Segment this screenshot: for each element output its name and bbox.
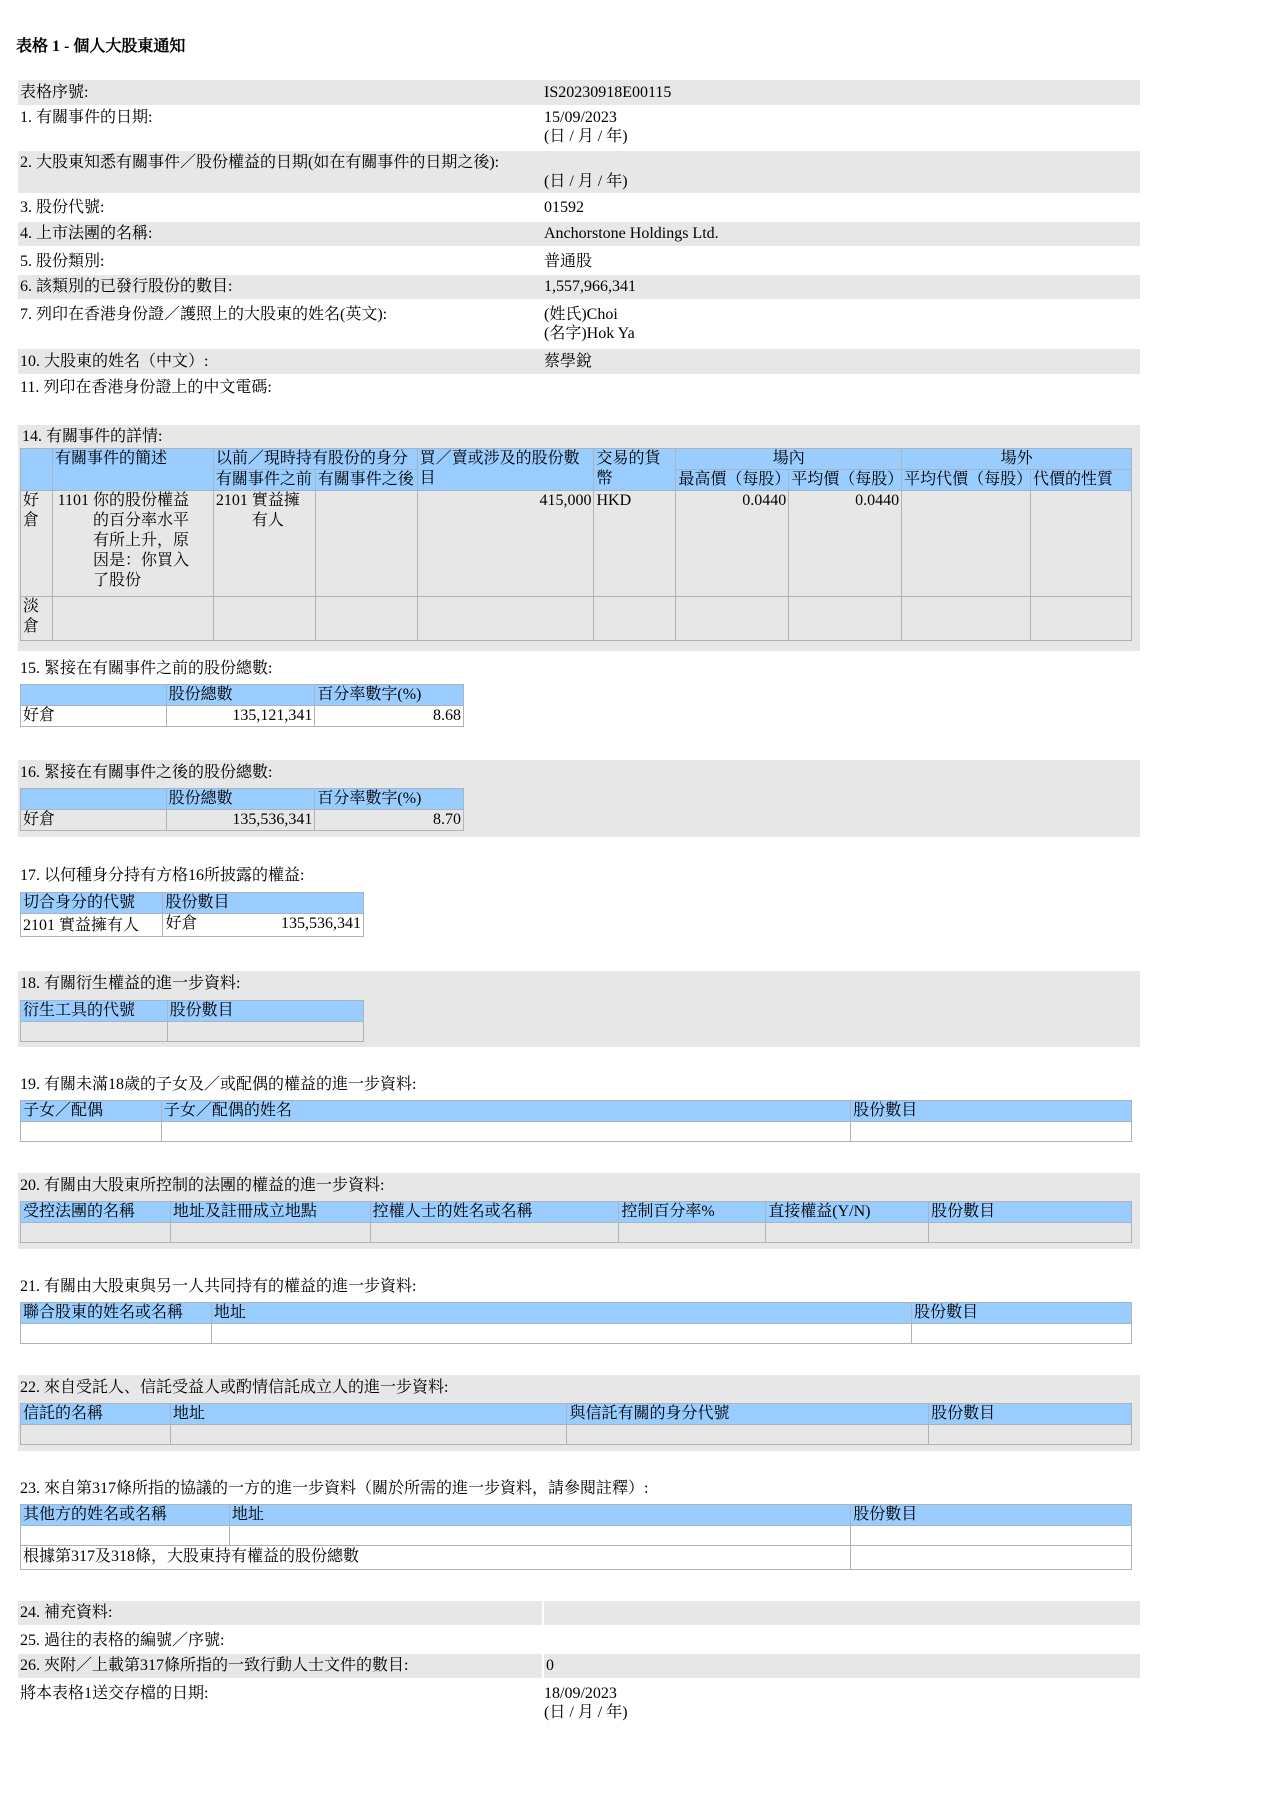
q7-given-name: (名字)Hok Ya — [544, 325, 635, 342]
s16-header-shares: 股份總數 — [166, 789, 315, 810]
s17-code: 2101 實益擁有人 — [21, 914, 163, 937]
q10-label: 10. 大股東的姓名（中文）: — [20, 353, 209, 370]
submit-date-format: (日 / 月 / 年) — [544, 1704, 628, 1721]
header-currency: 交易的貨幣 — [594, 449, 676, 491]
s19-header-3: 股份數目 — [851, 1101, 1132, 1122]
q5-label: 5. 股份類別: — [20, 253, 105, 270]
header-before: 有關事件之前 — [213, 470, 315, 491]
s22-header-4: 股份數目 — [929, 1404, 1132, 1425]
serial-label: 表格序號: — [20, 84, 89, 101]
shares-involved: 415,000 — [417, 491, 594, 597]
header-after: 有關事件之後 — [315, 470, 417, 491]
s17-header-shares: 股份數目 — [163, 893, 364, 914]
s16-pct: 8.70 — [315, 810, 464, 831]
q5-value: 普通股 — [544, 253, 593, 270]
q6-label: 6. 該類別的已發行股份的數目: — [20, 278, 233, 295]
long-label: 好倉 — [21, 491, 53, 597]
s16-row-label: 好倉 — [21, 810, 167, 831]
section-21-table — [20, 1302, 1132, 1344]
section-16-table — [20, 788, 464, 831]
s15-header-shares: 股份總數 — [166, 685, 315, 706]
s17-position: 好倉 — [165, 915, 198, 932]
q11-row — [18, 378, 1140, 397]
q1-value: 15/09/2023 — [544, 109, 617, 126]
header-highest-price: 最高價（每股） — [676, 470, 789, 491]
header-average-price: 平均價（每股） — [789, 470, 902, 491]
s17-header-code: 切合身分的代號 — [21, 893, 163, 914]
s16-shares: 135,536,341 — [166, 810, 315, 831]
s23-total-label: 根據第317及318條，大股東持有權益的股份總數 — [21, 1546, 851, 1570]
q6-value: 1,557,966,341 — [544, 278, 636, 295]
s21-header-1: 聯合股東的姓名或名稱 — [21, 1303, 212, 1324]
section-15-label: 15. 緊接在有關事件之前的股份總數: — [20, 660, 273, 677]
form-title: 表格 1 - 個人大股東通知 — [16, 38, 186, 55]
s19-header-2: 子女／配偶的姓名 — [161, 1101, 850, 1122]
section-19-table — [20, 1100, 1132, 1142]
section-18-label: 18. 有關衍生權益的進一步資料: — [20, 975, 241, 992]
q4-value: Anchorstone Holdings Ltd. — [544, 225, 719, 242]
q11-label: 11. 列印在香港身份證上的中文電碼: — [20, 379, 272, 396]
s23-header-2: 地址 — [229, 1505, 850, 1526]
section-20-table — [20, 1201, 1132, 1243]
short-label: 淡倉 — [21, 597, 53, 641]
section-18-table — [20, 1000, 364, 1042]
s23-header-1: 其他方的姓名或名稱 — [21, 1505, 230, 1526]
q2-format: (日 / 月 / 年) — [544, 173, 628, 190]
s22-header-2: 地址 — [170, 1404, 567, 1425]
before-text: 實益擁有人 — [251, 492, 300, 529]
q2-row — [18, 151, 1140, 193]
section-14-label: 14. 有關事件的詳情: — [22, 428, 163, 445]
s15-pct: 8.68 — [315, 706, 464, 727]
q24-row — [18, 1601, 1140, 1625]
serial-value: IS20230918E00115 — [544, 84, 672, 101]
s20-header-1: 受控法團的名稱 — [21, 1202, 171, 1223]
q3-value: 01592 — [544, 199, 584, 216]
s18-header-code: 衍生工具的代號 — [21, 1001, 168, 1022]
section-15-table — [20, 684, 464, 727]
header-shares: 買／賣或涉及的股份數目 — [417, 449, 594, 491]
section-20-label: 20. 有關由大股東所控制的法團的權益的進一步資料: — [20, 1177, 385, 1194]
header-nature: 代價的性質 — [1031, 470, 1132, 491]
header-off-exchange: 場外 — [902, 449, 1132, 470]
section-21-label: 21. 有關由大股東與另一人共同持有的權益的進一步資料: — [20, 1278, 417, 1295]
q7-row — [18, 305, 1140, 343]
q4-label: 4. 上市法團的名稱: — [20, 225, 153, 242]
short-position-row — [21, 597, 1132, 641]
s17-shares: 135,536,341 — [281, 915, 361, 932]
header-average-consideration: 平均代價（每股） — [902, 470, 1031, 491]
q1-format: (日 / 月 / 年) — [544, 128, 628, 145]
header-capacity: 以前／現時持有股份的身分 — [213, 449, 417, 470]
q2-label: 2. 大股東知悉有關事件／股份權益的日期(如在有關事件的日期之後): — [20, 154, 500, 171]
s20-header-6: 股份數目 — [929, 1202, 1132, 1223]
section-14-table — [20, 448, 1132, 641]
s20-header-5: 直接權益(Y/N) — [766, 1202, 929, 1223]
desc-code: 1101 — [57, 492, 89, 509]
s23-header-3: 股份數目 — [851, 1505, 1132, 1526]
currency: HKD — [594, 491, 676, 597]
q5-row — [18, 252, 1140, 271]
s18-header-shares: 股份數目 — [167, 1001, 363, 1022]
q25-row — [18, 1631, 1140, 1650]
long-position-row — [21, 491, 1132, 597]
s15-header-pct: 百分率數字(%) — [315, 685, 464, 706]
s15-row-label: 好倉 — [21, 706, 167, 727]
q7-surname: (姓氏)Choi — [544, 306, 618, 323]
s21-header-3: 股份數目 — [912, 1303, 1132, 1324]
q1-row — [18, 108, 1140, 146]
s21-header-2: 地址 — [211, 1303, 911, 1324]
serial-row — [18, 80, 1140, 105]
q1-label: 1. 有關事件的日期: — [20, 109, 153, 126]
section-17-table — [20, 892, 364, 937]
section-16-label: 16. 緊接在有關事件之後的股份總數: — [20, 764, 273, 781]
q7-label: 7. 列印在香港身份證／護照上的大股東的姓名(英文): — [20, 306, 388, 323]
s19-header-1: 子女／配偶 — [21, 1101, 162, 1122]
q6-row — [18, 275, 1140, 299]
desc-text: 你的股份權益的百分率水平有所上升，原因是：你買入了股份 — [92, 492, 189, 589]
q24-label: 24. 補充資料: — [20, 1604, 113, 1621]
q10-row — [18, 349, 1140, 374]
s20-header-4: 控制百分率% — [619, 1202, 766, 1223]
s20-header-3: 控權人士的姓名或名稱 — [370, 1202, 619, 1223]
section-23-label: 23. 來自第317條所指的協議的一方的進一步資料（關於所需的進一步資料，請參閱註釋）: — [20, 1480, 649, 1497]
section-23-table — [20, 1504, 1132, 1570]
q3-label: 3. 股份代號: — [20, 199, 105, 216]
q26-label: 26. 夾附／上載第317條所指的一致行動人士文件的數目: — [20, 1657, 409, 1674]
q10-value: 蔡學銳 — [544, 353, 593, 370]
q26-value: 0 — [542, 1654, 1140, 1678]
s15-shares: 135,121,341 — [166, 706, 315, 727]
average-price: 0.0440 — [789, 491, 902, 597]
section-22-table — [20, 1403, 1132, 1445]
s22-header-3: 與信託有關的身分代號 — [567, 1404, 929, 1425]
s20-header-2: 地址及註冊成立地點 — [170, 1202, 370, 1223]
before-code: 2101 — [215, 492, 248, 509]
submit-date-value: 18/09/2023 — [544, 1685, 617, 1702]
section-17-label: 17. 以何種身分持有方格16所披露的權益: — [20, 867, 305, 884]
header-description: 有關事件的簡述 — [52, 449, 213, 491]
q3-row — [18, 198, 1140, 217]
q26-row — [18, 1654, 1140, 1678]
s16-header-pct: 百分率數字(%) — [315, 789, 464, 810]
highest-price: 0.0440 — [676, 491, 789, 597]
section-19-label: 19. 有關未滿18歲的子女及／或配偶的權益的進一步資料: — [20, 1076, 417, 1093]
header-on-exchange: 場內 — [676, 449, 902, 470]
s22-header-1: 信託的名稱 — [21, 1404, 171, 1425]
q25-label: 25. 過往的表格的編號／序號: — [20, 1632, 225, 1649]
q4-row — [18, 222, 1140, 246]
section-22-label: 22. 來自受託人、信託受益人或酌情信託成立人的進一步資料: — [20, 1379, 449, 1396]
submit-date-row — [18, 1684, 1140, 1722]
submit-date-label: 將本表格1送交存檔的日期: — [20, 1685, 209, 1702]
